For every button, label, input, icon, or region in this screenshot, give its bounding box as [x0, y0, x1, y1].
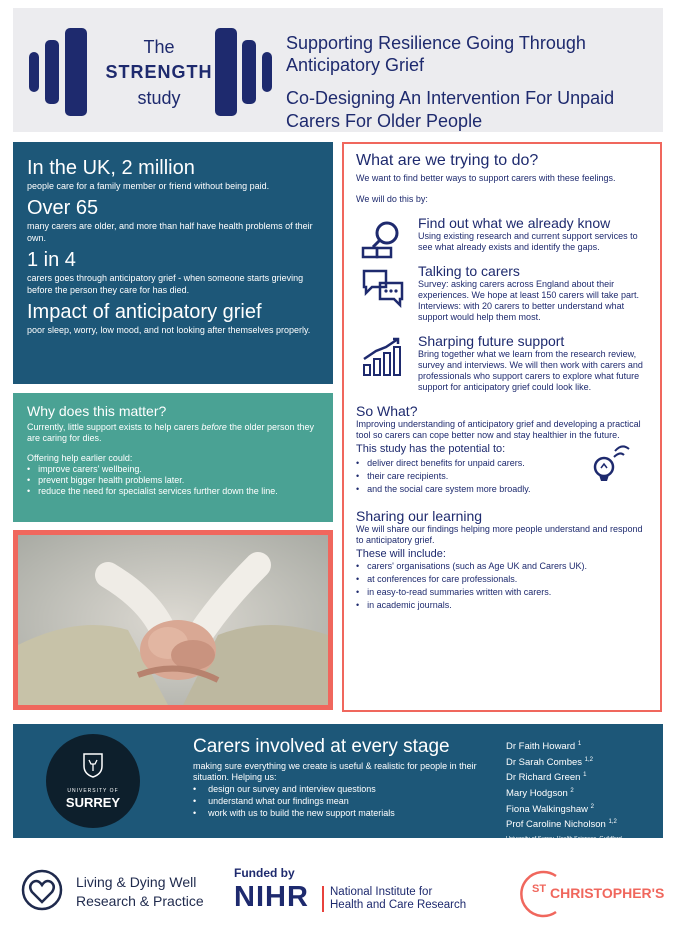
- aims-title: What are we trying to do?: [356, 152, 539, 169]
- aim-item-find-out: [356, 215, 648, 253]
- nihr-logo: [234, 866, 504, 918]
- so-what-potential: This study has the potential to:: [356, 443, 506, 455]
- holding-hands-photo: [13, 530, 333, 710]
- logo-text-study: study: [137, 88, 181, 108]
- sharing-include: These will include:: [356, 548, 446, 560]
- logo-bar: [262, 52, 272, 92]
- logo-bar: [29, 52, 39, 92]
- why-intro: Currently, little support exists to help carers before the older person they are caring for dies.: [27, 422, 314, 443]
- list-item: • their care recipients.: [356, 470, 648, 483]
- list-item: • at conferences for care professionals.: [356, 573, 648, 586]
- heart-circle-icon: [20, 868, 64, 912]
- aim-item-future-support: [356, 333, 648, 393]
- carers-text-block: [193, 736, 493, 819]
- nihr-line2: Health and Care Research: [330, 899, 467, 911]
- stat-detail: people care for a family member or friend without being paid.: [27, 181, 270, 191]
- sharing-bullets: [356, 560, 648, 612]
- list-item: • prevent bigger health problems later.: [27, 475, 321, 486]
- why-offering: Offering help earlier could:: [27, 453, 133, 463]
- list-item: • and the social care system more broadly.: [356, 483, 648, 496]
- aim-item-title: Find out what we already know: [418, 215, 611, 231]
- logo-text-the: The: [143, 37, 175, 57]
- carers-intro: making sure everything we create is useful & realistic for people in their situation. Helping us:: [193, 761, 477, 782]
- carers-title: Carers involved at every stage: [193, 736, 450, 757]
- stat-headline: Over 65: [27, 197, 99, 219]
- uk-stats-panel: [13, 142, 333, 384]
- aims-will-do: We will do this by:: [356, 194, 428, 204]
- author: Dr Richard Green $^1$: [506, 772, 587, 784]
- growth-chart-icon: [360, 337, 406, 379]
- poster-title: Supporting Resilience Going Through Anticipatory Grief: [286, 33, 586, 75]
- aim-item-text: Survey: asking carers across England about their experiences. We hope at least 150 carers will take part.: [418, 279, 639, 300]
- university-of-surrey-logo: [46, 734, 140, 828]
- author: Prof Caroline Nicholson $^{1,2}$: [506, 819, 617, 831]
- header-banner: [13, 8, 663, 132]
- stat-headline: 1 in 4: [27, 249, 76, 271]
- stat-detail: many carers are older, and more than half have health problems of their own.: [27, 221, 313, 243]
- stat-headline: In the UK, 2 million: [27, 157, 195, 179]
- why-bullets: [27, 464, 321, 497]
- logo-bar: [45, 40, 59, 104]
- stag-crest-icon: [82, 752, 104, 778]
- ldw-line1: Living & Dying Well: [76, 874, 197, 890]
- list-item: • understand what our findings mean: [193, 795, 493, 807]
- list-item: • improve carers' wellbeing.: [27, 464, 321, 475]
- sharing-title: Sharing our learning: [356, 508, 483, 524]
- aim-item-text: Using existing research and current support services to see what already exists and identify the gaps.: [418, 231, 638, 252]
- list-item: • in academic journals.: [356, 599, 648, 612]
- author: Mary Hodgson $^2$: [506, 787, 574, 800]
- surrey-top-text: UNIVERSITY OF: [67, 788, 119, 794]
- list-item: • deliver direct benefits for unpaid carers.: [356, 457, 648, 470]
- author: Fiona Walkingshaw $^2$: [506, 803, 595, 815]
- aim-item-text: Bring together what we learn from the research review, survey and interviews. We will then work with carers and professionals who support carers to explore what future support for anticipatory grief could look like.: [418, 349, 643, 392]
- nihr-wordmark: NIHR: [234, 881, 309, 913]
- logo-text-strength: STRENGTH: [105, 62, 213, 82]
- why-title: Why does this matter?: [27, 403, 167, 419]
- living-dying-well-logo: [20, 866, 220, 916]
- magnifier-icon: [360, 219, 406, 261]
- stat-detail: carers goes through anticipatory grief - when someone starts grieving before the person they care for has died.: [27, 273, 304, 295]
- speech-bubbles-icon: [360, 267, 406, 309]
- aim-item-title: Talking to carers: [418, 263, 520, 279]
- list-item: • reduce the need for specialist services further down the line.: [27, 486, 321, 497]
- list-item: • work with us to build the new support materials: [193, 807, 493, 819]
- aim-item-title: Sharping future support: [418, 333, 565, 349]
- author: Dr Faith Howard $^1$: [506, 741, 582, 753]
- authors-list: [506, 738, 656, 850]
- sharing-text: We will share our findings helping more people understand and respond to anticipatory grief.: [356, 524, 643, 545]
- carers-bullets: [193, 783, 493, 819]
- list-item: • design our survey and interview questions: [193, 783, 493, 795]
- aims-panel: [342, 142, 662, 712]
- so-what-text: Improving understanding of anticipatory grief and developing a practical tool so carers can cope better now and stay healthier in the future.: [356, 419, 641, 440]
- aim-item-talking: [356, 263, 648, 323]
- st-christophers-logo: [512, 866, 665, 922]
- stc-st-text: ST: [532, 883, 547, 895]
- affiliations: University of Surrey, Health Sciences, Guildford St Christopher's Hospice, London: [506, 835, 622, 849]
- aims-intro: We want to find better ways to support carers with these feelings.: [356, 173, 616, 183]
- aim-item-text: Interviews: with 20 carers to better understand what support would help them most.: [418, 301, 625, 322]
- funded-by-text: Funded by: [234, 866, 295, 880]
- stc-name-text: CHRISTOPHER'S: [550, 885, 665, 901]
- logo-bar: [215, 28, 237, 116]
- nihr-divider: [322, 886, 324, 912]
- stat-headline: Impact of anticipatory grief: [27, 301, 262, 323]
- poster-subtitle: Co-Designing An Intervention For Unpaid Carers For Older People: [286, 88, 615, 131]
- list-item: • in easy-to-read summaries written with carers.: [356, 586, 648, 599]
- logo-bar: [242, 40, 256, 104]
- logo-bar: [65, 28, 87, 116]
- so-what-title: So What?: [356, 403, 418, 419]
- ldw-line2: Research & Practice: [76, 893, 204, 909]
- stat-detail: poor sleep, worry, low mood, and not looking after themselves properly.: [27, 325, 311, 335]
- author: Dr Sarah Combes $^{1,2}$: [506, 756, 594, 768]
- list-item: • carers' organisations (such as Age UK and Carers UK).: [356, 560, 648, 573]
- carers-involved-panel: [13, 724, 663, 849]
- lightbulb-icon: [584, 439, 634, 485]
- nihr-line1: National Institute for: [330, 886, 433, 898]
- surrey-name-text: SURREY: [65, 795, 121, 810]
- why-matter-panel: [13, 393, 333, 522]
